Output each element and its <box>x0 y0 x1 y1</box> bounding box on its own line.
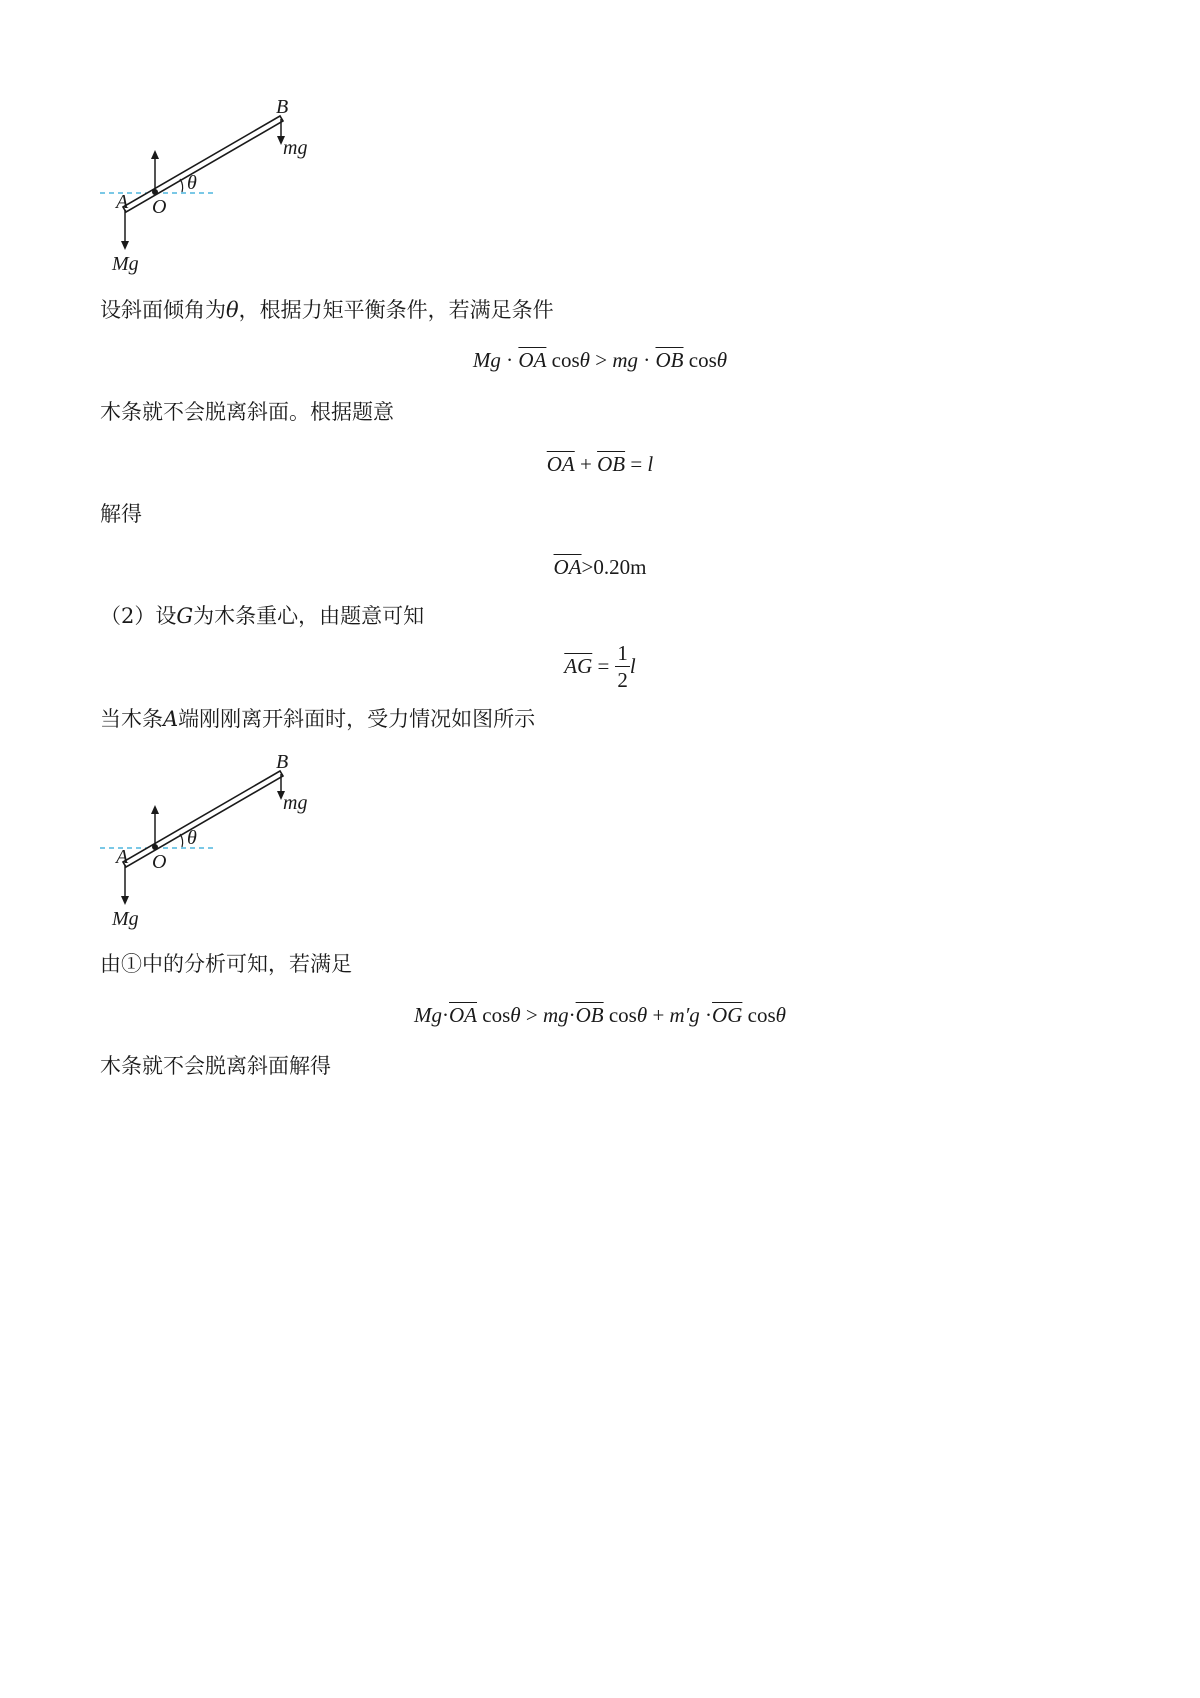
paragraph: （2）设G为木条重心，由题意可知 <box>100 604 425 628</box>
fraction: $\frac{1}{2}$ <box>617 641 628 692</box>
label-Mg: Mg <box>112 253 139 275</box>
rod <box>123 771 283 867</box>
paragraph: 木条就不会脱离斜面解得 <box>100 1054 331 1078</box>
equation-center-of-gravity: $\overline{AG}$ = $\frac{1}{2}$ l <box>564 641 636 692</box>
equation-length: $\overline{OA} + \overline{OB} = l$ <box>546 452 654 476</box>
label-theta: θ <box>187 827 197 849</box>
label-Mg: Mg <box>112 908 139 930</box>
equation-result: $\overline{OA}>0.20m$ <box>553 555 647 579</box>
paragraph: 由①中的分析可知，若满足 <box>100 952 352 976</box>
label-B: B <box>276 751 289 773</box>
label-mg: mg <box>283 137 308 159</box>
label-A: A <box>116 191 129 213</box>
paragraph: 解得 <box>100 502 142 526</box>
rod <box>123 116 283 212</box>
label-A: A <box>116 846 129 868</box>
label-B: B <box>276 96 289 118</box>
equation-torque-condition: $Mg \cdot \overline{OA}$ cosθ > mg · $\overline{OB}$ cosθ <box>472 348 728 372</box>
equation-with-center-of-gravity: $Mg\cdot\overline{OA}$ $\cos\theta > mg\cdot\overline{OB}$ $\cos\theta + m'g \cdot\overline{OG}$ cosθ <box>414 1003 786 1027</box>
label-O: O <box>152 196 167 218</box>
label-mg: mg <box>283 792 308 814</box>
force-diagram-1 <box>100 95 340 285</box>
label-theta: θ <box>187 172 197 194</box>
label-O: O <box>152 851 167 873</box>
force-diagram-2 <box>100 750 340 940</box>
paragraph: 当木条A端刚刚离开斜面时，受力情况如图所示 <box>100 707 536 731</box>
paragraph: 木条就不会脱离斜面。根据题意 <box>100 400 394 424</box>
paragraph: 设斜面倾角为θ，根据力矩平衡条件，若满足条件 <box>100 298 554 322</box>
